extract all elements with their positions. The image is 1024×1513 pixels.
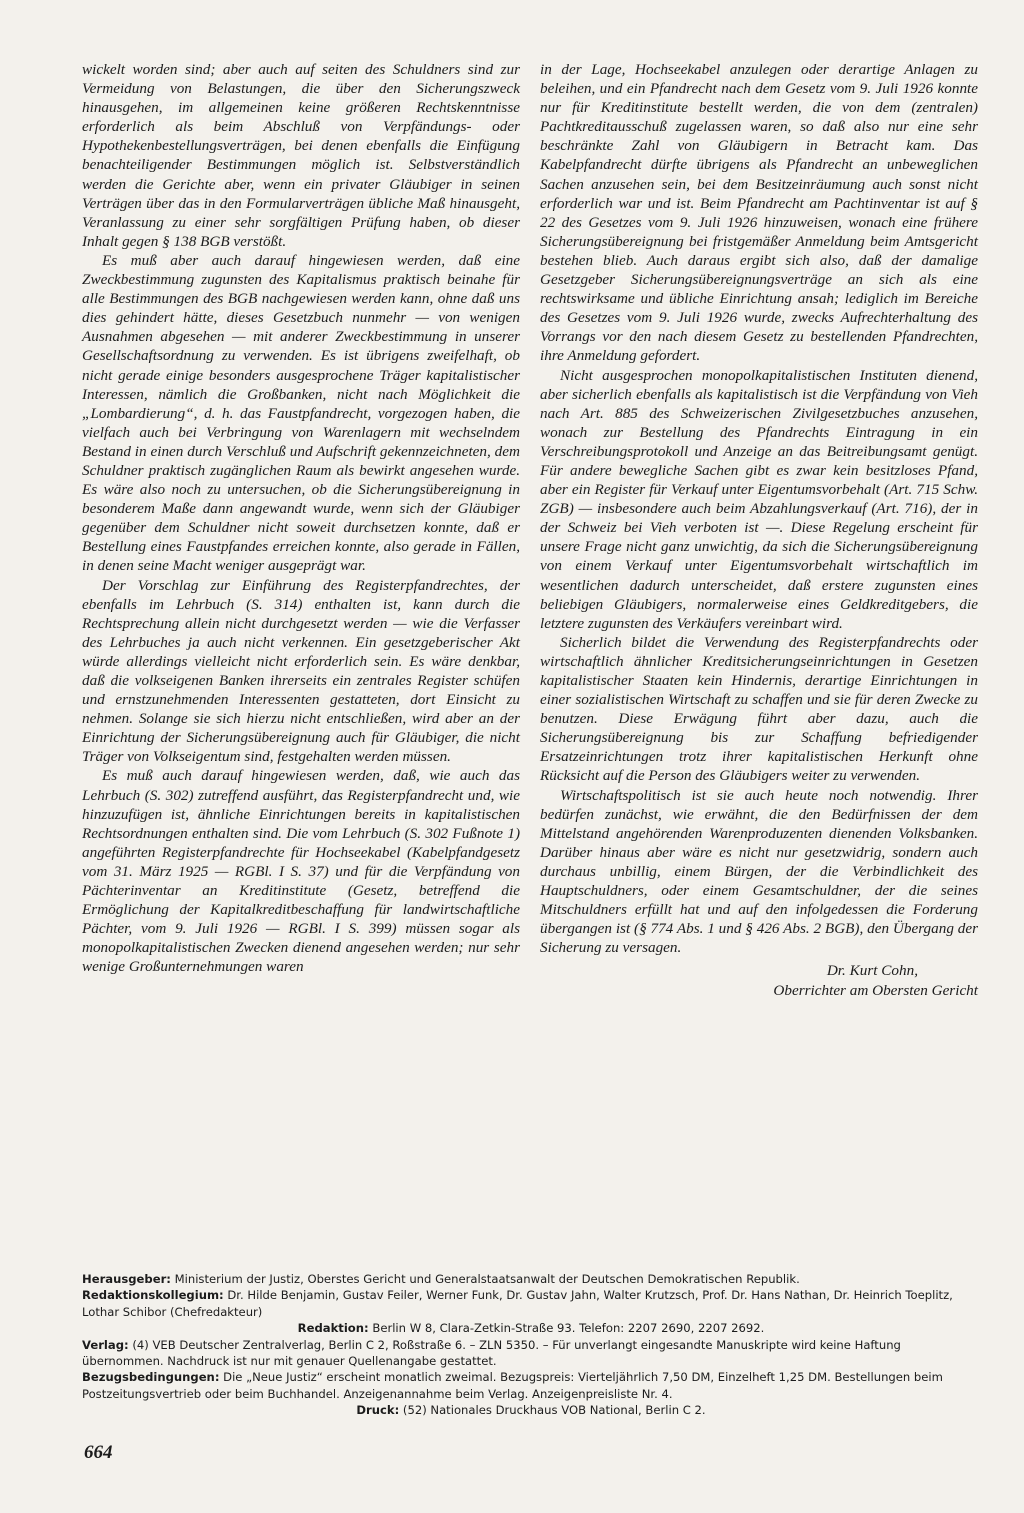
imprint-editorial-text: Berlin W 8, Clara-Zetkin-Straße 93. Telefon: 2207 2690, 2207 2692.	[372, 1321, 765, 1336]
imprint-editorial	[82, 1320, 980, 1336]
imprint-print-text: (52) Nationales Druckhaus VOB National, Berlin C 2.	[402, 1403, 706, 1418]
imprint-publisher-house-label: Verlag:	[82, 1337, 129, 1352]
imprint-publisher-text: Ministerium der Justiz, Oberstes Gericht und Generalstaatsanwalt der Deutschen Demokratischen Republik.	[174, 1272, 800, 1286]
imprint	[82, 1271, 980, 1419]
imprint-publisher	[82, 1271, 980, 1287]
imprint-terms	[82, 1369, 980, 1402]
imprint-publisher-house	[82, 1337, 980, 1370]
left-paragraph-2: Es muß aber auch darauf hingewiesen werden, daß eine Zweckbestimmung zugunsten des Kapitalismus praktisch beinahe für alle Bestimmungen des BGB nachgewiesen werden kann, ohne daß uns dies gehindert hätte, dieses Gesetzbuch nunmehr — von wenigen Ausnahmen abgesehen — mit anderer Zweckbestimmung in unserer Gesellschaftsordnung zu verwenden. Es ist übrigens zweifelhaft, ob nicht gerade einige besonders ausgesprochene Träger kapitalistischer Interessen, nämlich die Großbanken, nicht nach Möglichkeit die „Lombardierung“, d. h. das Faustpfandrecht, vorgezogen haben, die vielfach auch bei Verbringung von Warenlagern mit wechselndem Bestand in einen durch Verschluß und Aufschrift gekennzeichneten, dem Schuldner praktisch zugänglichen Raum als bewirkt angesehen wurde. Es wäre also noch zu untersuchen, ob die Sicherungsübereignung in besonderem Maße dann angewandt wurde, wenn sich der Gläubiger gegenüber dem Schuldner nicht soweit durchsetzen konnte, daß er Bestellung eines Faustpfandes erreichen konnte, also gerade in Fällen, in denen seine Macht weniger ausgeprägt war.	[82, 251, 520, 575]
right-paragraph-3: Sicherlich bildet die Verwendung des Registerpfandrechts oder wirtschaftlich ähnlicher Kreditsicherungseinrichtungen in Gesetzen kapitalistischer Staaten kein Hindernis, derartige Einrichtungen in einer sozialistischen Wirtschaft zu schaffen und sie für deren Zwecke zu benutzen. Diese Erwägung führt aber dazu, auch die Sicherungsübereignung bis zur Schaffung befriedigender Ersatzeinrichtungen trotz ihrer kapitalistischen Herkunft ohne Rücksicht auf die Person des Gläubigers weiter zu verwenden.	[540, 633, 978, 785]
right-paragraph-4: Wirtschaftspolitisch ist sie auch heute noch notwendig. Ihrer bedürfen zunächst, wie erwähnt, die den Bedürfnissen der dem Mittelstand angehörenden Warenproduzenten dienenden Volksbanken. Darüber hinaus aber wäre es nicht nur gesetzwidrig, sondern auch durchaus unbillig, einem Bürgen, der die Verbindlichkeit des Hauptschuldners, oder einem Gesamtschuldner, der die seines Mitschuldners erfüllt hat und auf den infolgedessen die Forderung übergangen ist (§ 774 Abs. 1 und § 426 Abs. 2 BGB), den Übergang der Sicherung zu versagen.	[540, 786, 978, 957]
imprint-print-label: Druck:	[356, 1403, 400, 1418]
author-name: Dr. Kurt Cohn,	[826, 962, 918, 980]
author-signature	[540, 961, 978, 1000]
left-paragraph-4: Es muß auch darauf hingewiesen werden, daß, wie auch das Lehrbuch (S. 302) zutreffend ausführt, das Registerpfandrecht und, wie hinzuzufügen ist, ähnliche Einrichtungen bereits in kapitalistischen Rechtsordnungen enthalten sind. Die vom Lehrbuch (S. 302 Fußnote 1) angeführten Registerpfandrechte für Hochseekabel (Kabelpfandgesetz vom 31. März 1925 — RGBl. I S. 37) und für die Verpfändung von Pächterinventar an Kreditinstitute (Gesetz, betreffend die Ermöglichung der Kapitalkreditbeschaffung für landwirtschaftliche Pächter, vom 9. Juli 1926 — RGBl. I S. 399) müssen sogar als monopolkapitalistischen Zwecken dienend angesehen werden; nur sehr wenige Großunternehmungen waren	[82, 767, 520, 976]
right-column	[540, 60, 978, 1000]
imprint-editorial-label: Redaktion:	[297, 1321, 369, 1336]
left-paragraph-3: Der Vorschlag zur Einführung des Registerpfandrechtes, der ebenfalls im Lehrbuch (S. 314) enthalten ist, kann durch die Rechtsprechung allein nicht durchgesetzt werden — wie die Verfasser des Lehrbuches ja auch nicht verkennen. Ein gesetzgeberischer Akt würde allerdings vielleicht nicht erforderlich sein. Es wäre denkbar, daß die volkseigenen Banken ihrerseits ein zentrales Register schüfen und ernstzunehmenden Interessenten gestatteten, dort Einsicht zu nehmen. Solange sie sich hierzu nicht entschließen, wird aber an der Einrichtung der Sicherungsübereignung auch für Gläubiger, die nicht Träger von Volkseigentum sind, festgehalten werden müssen.	[82, 576, 520, 766]
right-paragraph-2: Nicht ausgesprochen monopolkapitalistischen Instituten dienend, aber sicherlich ebenfalls als kapitalistisch ist die Verpfändung von Vieh nach Art. 885 des Schweizerischen Zivilgesetzbuches anzusehen, wonach zur Bestellung des Pfandrechts Eintragung in ein Verschreibungsprotokoll und Anzeige an das Beitreibungsamt genügt. Für andere bewegliche Sachen gibt es zwar kein besitzloses Pfand, aber ein Register für Verkauf unter Eigentumsvorbehalt (Art. 715 Schw. ZGB) — insbesondere auch beim Abzahlungsverkauf (Art. 716), der in der Schweiz bei Vieh verboten ist —. Diese Regelung erscheint für unsere Frage nicht ganz unwichtig, da sich die Sicherungsübereignung von einem Verkauf unter Eigentumsvorbehalt wirtschaftlich im wesentlichen dadurch unterscheidet, daß erstere zugunsten eines beliebigen Gläubigers, normalerweise eines Geldkreditgebers, die letztere zugunsten des Verkäufers vereinbart wird.	[540, 366, 978, 632]
imprint-board	[82, 1287, 980, 1320]
right-paragraph-1: in der Lage, Hochseekabel anzulegen oder derartige Anlagen zu beleihen, und ein Pfandrecht nach dem Gesetz vom 9. Juli 1926 konnte nur für Kreditinstitute bestellt werden, die von dem (zentralen) Pachtkreditausschuß zugelassen waren, so daß also nur eine sehr beschränkte Zahl von Gläubigern in Betracht kam. Das Kabelpfandrecht dürfte übrigens als Pfandrecht an unbeweglichen Sachen anzusehen sein, bei dem Besitzeinräumung auch sonst nicht erforderlich war und ist. Beim Pfandrecht am Pachtinventar ist auf § 22 des Gesetzes vom 9. Juli 1926 hinzuweisen, wonach eine frühere Sicherungsübereignung bei fristgemäßer Anmeldung beim Amtsgericht bestehen blieb. Auch daraus ergibt sich also, daß der damalige Gesetzgeber Sicherungsübereignungsverträge an sich als eine rechtswirksame und übliche Einrichtung ansah; lediglich im Bereiche des Gesetzes vom 9. Juli 1926 wurde, zwecks Aufrechterhaltung des Vorrangs vor den nach diesem Gesetz zu bestellenden Pfandrechten, ihre Anmeldung gefordert.	[540, 61, 978, 365]
imprint-board-label: Redaktionskollegium:	[82, 1288, 224, 1303]
left-column	[82, 60, 520, 977]
author-title: Oberrichter am Obersten Gericht	[773, 981, 978, 999]
imprint-board-text: Dr. Hilde Benjamin, Gustav Feiler, Werner Funk, Dr. Gustav Jahn, Walter Krutzsch, Prof. Dr. Hans Nathan, Dr. Heinrich Toeplitz, Lothar Schibor (Chefredakteur)	[82, 1288, 953, 1319]
imprint-publisher-house-text: (4) VEB Deutscher Zentralverlag, Berlin C 2, Roßstraße 6. – ZLN 5350. – Für unverlangt eingesandte Manuskripte wird keine Haftung übernommen. Nachdruck ist nur mit genauer Quellenangabe gestattet.	[82, 1337, 901, 1369]
imprint-terms-text: Die „Neue Justiz“ erscheint monatlich zweimal. Bezugspreis: Vierteljährlich 7,50 DM, Einzelheft 1,25 DM. Bestellungen beim Postzeitungsvertrieb oder beim Buchhandel. Anzeigenannahme beim Verlag. Anzeigenpreisliste Nr. 4.	[82, 1370, 943, 1401]
page-number: 664	[84, 1442, 113, 1463]
imprint-publisher-label: Herausgeber:	[82, 1272, 171, 1286]
left-paragraph-1: wickelt worden sind; aber auch auf seiten des Schuldners sind zur Vermeidung von Belastungen, die über den Sicherungszweck hinausgehen, im allgemeinen keine größeren Rechtskenntnisse erforderlich als beim Abschluß von Verpfändungs- oder Hypothekenbestellungsverträgen, bei denen ebenfalls die Einfügung benachteiligender Bestimmungen möglich ist. Selbstverständlich werden die Gerichte aber, wenn ein privater Gläubiger in seinen Verträgen über das in den Formularverträgen übliche Maß hinausgeht, Veranlassung zu einer sehr sorgfältigen Prüfung haben, ob dieser Inhalt gegen § 138 BGB verstößt.	[82, 61, 520, 250]
imprint-terms-label: Bezugsbedingungen:	[82, 1370, 220, 1385]
imprint-print	[82, 1402, 980, 1418]
